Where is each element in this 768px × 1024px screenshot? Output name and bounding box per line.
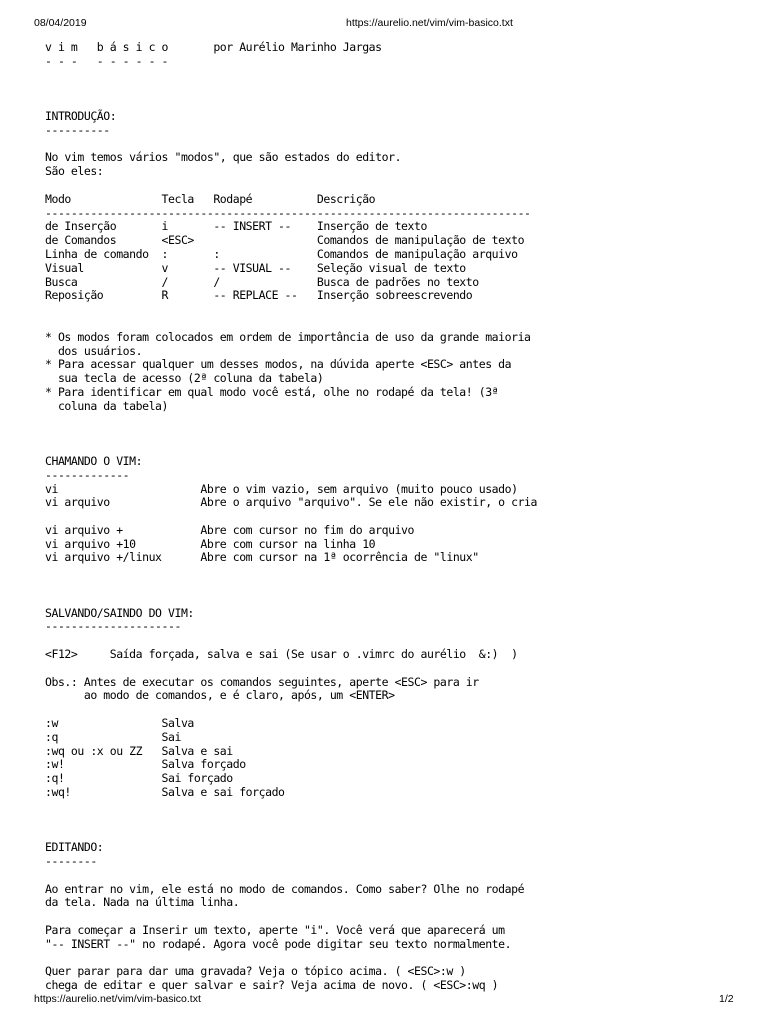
text-line: -------- bbox=[45, 854, 97, 869]
text-line bbox=[45, 814, 745, 828]
text-line bbox=[45, 565, 745, 579]
text-line bbox=[45, 634, 745, 648]
text-line: Obs.: Antes de executar os comandos seguintes, aperte <ESC> para ir bbox=[45, 674, 479, 689]
text-line bbox=[45, 179, 745, 193]
text-line bbox=[45, 414, 745, 428]
text-line: vi arquivo Abre o arquivo "arquivo". Se ele não existir, o cria bbox=[45, 495, 537, 510]
text-line: vi arquivo + Abre com cursor no fim do arquivo bbox=[45, 522, 414, 537]
text-line: Visual v -- VISUAL -- Seleção visual de texto bbox=[45, 260, 466, 275]
text-line: INTRODUÇÃO: bbox=[45, 108, 117, 123]
text-line bbox=[45, 82, 745, 96]
text-line: :w! Salva forçado bbox=[45, 757, 246, 772]
text-line: Quer parar para dar uma gravada? Veja o tópico acima. ( <ESC>:w ) bbox=[45, 964, 466, 979]
text-line bbox=[45, 510, 745, 524]
text-line: v i m b á s i c o por Aurélio Marinho Jargas bbox=[45, 40, 382, 54]
text-line: Para começar a Inserir um texto, aperte "i". Você verá que aparecerá um bbox=[45, 923, 505, 937]
text-line: * Para identificar em qual modo você está, olhe no rodapé da tela! (3ª bbox=[45, 384, 499, 399]
text-line: :w Salva bbox=[45, 716, 194, 731]
text-line: * Para acessar qualquer um desses modos, na dúvida aperte <ESC> antes da bbox=[45, 357, 512, 372]
text-line bbox=[45, 441, 745, 455]
text-line: vi arquivo +/linux Abre com cursor na 1ª ocorrência de "linux" bbox=[45, 550, 479, 565]
text-line: vi Abre o vim vazio, sem arquivo (muito pouco usado) bbox=[45, 481, 518, 496]
text-line: de Comandos <ESC> Comandos de manipulação de texto bbox=[45, 233, 525, 248]
text-line: ao modo de comandos, e é claro, após, um <ENTER> bbox=[45, 688, 395, 703]
document-body bbox=[45, 41, 745, 993]
text-line bbox=[45, 303, 745, 317]
print-header-url: https://aurelio.net/vim/vim-basico.txt bbox=[346, 17, 513, 29]
text-line: Ao entrar no vim, ele está no modo de comandos. Como saber? Olhe no rodapé bbox=[45, 881, 525, 896]
text-line bbox=[45, 96, 745, 110]
text-line bbox=[45, 869, 745, 883]
text-line: Linha de comando : : Comandos de manipulação arquivo bbox=[45, 246, 518, 261]
text-line bbox=[45, 827, 745, 841]
print-footer-url: https://aurelio.net/vim/vim-basico.txt bbox=[34, 993, 201, 1005]
text-line bbox=[45, 69, 745, 83]
text-line bbox=[45, 952, 745, 966]
text-line: * Os modos foram colocados em ordem de importância de uso da grande maioria bbox=[45, 329, 531, 344]
text-line bbox=[45, 593, 745, 607]
text-line: de Inserção i -- INSERT -- Inserção de texto bbox=[45, 219, 427, 234]
text-line: SALVANDO/SAINDO DO VIM: bbox=[45, 605, 194, 620]
text-line bbox=[45, 317, 745, 331]
text-line: Modo Tecla Rodapé Descrição bbox=[45, 191, 376, 206]
text-line: CHAMANDO O VIM: bbox=[45, 453, 143, 468]
text-line: coluna da tabela) bbox=[45, 398, 168, 413]
text-line: da tela. Nada na última linha. bbox=[45, 895, 240, 910]
text-line: vi arquivo +10 Abre com cursor na linha 10 bbox=[45, 536, 376, 551]
text-line: ------------- bbox=[45, 467, 130, 482]
print-header-date: 08/04/2019 bbox=[34, 17, 87, 29]
text-line bbox=[45, 800, 745, 814]
text-line bbox=[45, 138, 745, 152]
text-line bbox=[45, 579, 745, 593]
text-line: :q Sai bbox=[45, 729, 181, 744]
text-line: :q! Sai forçado bbox=[45, 771, 233, 786]
text-line: ---------- bbox=[45, 122, 110, 137]
text-line: Reposição R -- REPLACE -- Inserção sobreescrevendo bbox=[45, 288, 473, 303]
text-line bbox=[45, 662, 745, 676]
text-line: No vim temos vários "modos", que são estados do editor. bbox=[45, 150, 402, 165]
text-line bbox=[45, 910, 745, 924]
text-line: São eles: bbox=[45, 164, 104, 179]
text-line: EDITANDO: bbox=[45, 840, 104, 855]
text-line: "-- INSERT --" no rodapé. Agora você pode digitar seu texto normalmente. bbox=[45, 936, 512, 951]
text-line: Busca / / Busca de padrões no texto bbox=[45, 274, 479, 289]
text-line: <F12> Saída forçada, salva e sai (Se usar o .vimrc do aurélio &:) ) bbox=[45, 647, 518, 662]
text-line bbox=[45, 703, 745, 717]
page-number: 1/2 bbox=[719, 993, 734, 1005]
text-line: --------------------- bbox=[45, 619, 181, 634]
text-line: chega de editar e quer salvar e sair? Veja acima de novo. ( <ESC>:wq ) bbox=[45, 978, 499, 993]
text-line: - - - - - - - - - bbox=[45, 53, 168, 68]
text-line bbox=[45, 427, 745, 441]
text-line: sua tecla de acesso (2ª coluna da tabela) bbox=[45, 371, 324, 386]
text-line: :wq ou :x ou ZZ Salva e sai bbox=[45, 743, 233, 758]
text-line: --------------------------------------------------------------------------- bbox=[45, 205, 531, 220]
text-line: dos usuários. bbox=[45, 343, 143, 358]
text-line: :wq! Salva e sai forçado bbox=[45, 785, 285, 800]
